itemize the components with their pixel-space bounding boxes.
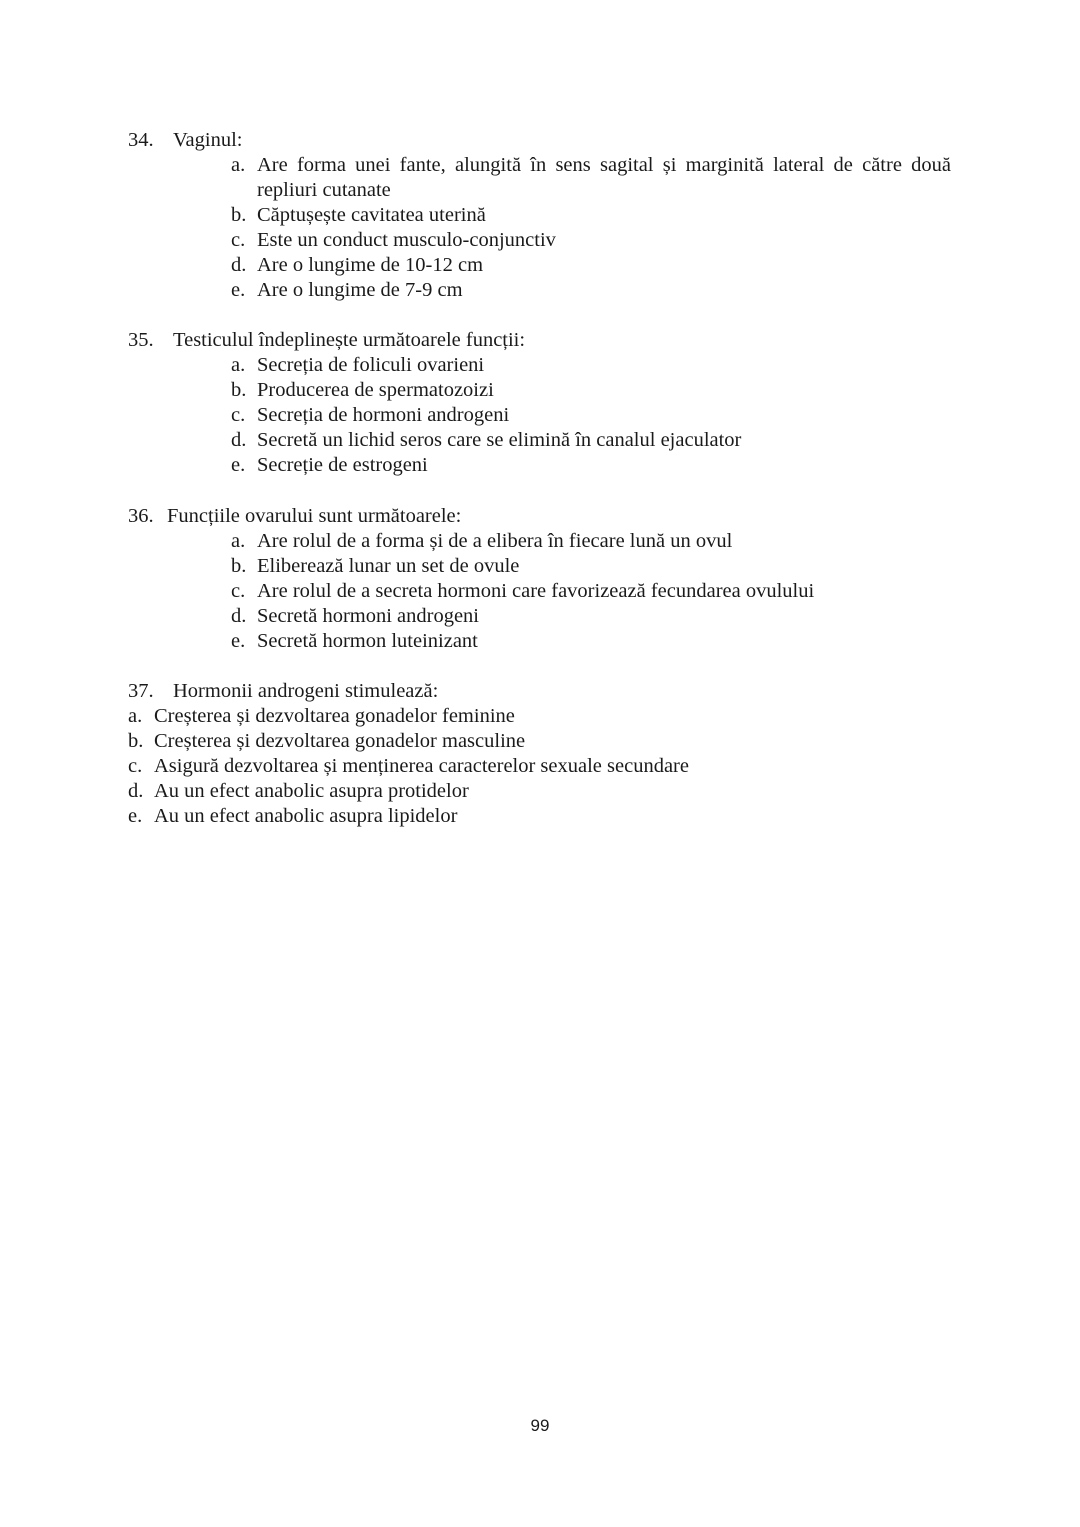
question-number: 36.	[128, 505, 154, 527]
option-text: Secreție de estrogeni	[257, 454, 428, 476]
option-letter: d.	[231, 605, 247, 627]
option-letter: c.	[128, 755, 143, 777]
page-number: 99	[530, 1416, 550, 1435]
option-text: Producerea de spermatozoizi	[257, 379, 494, 401]
option-text: Secretă hormon luteinizant	[257, 630, 478, 652]
option-text: Are o lungime de 7-9 cm	[257, 279, 463, 301]
question-number: 34.	[128, 129, 154, 151]
option-letter: b.	[231, 555, 247, 577]
option-letter: b.	[128, 730, 144, 752]
question-stem: Hormonii androgeni stimulează:	[173, 680, 439, 702]
option-letter: a.	[231, 354, 246, 376]
option-text: Asigură dezvoltarea și menținerea caracterelor sexuale secundare	[154, 755, 689, 777]
option-letter: a.	[231, 530, 246, 552]
question-number: 37.	[128, 680, 154, 702]
option-text: Căptușește cavitatea uterină	[257, 204, 486, 226]
question-stem: Testiculul îndeplinește următoarele funcții:	[173, 329, 526, 351]
option-letter: e.	[231, 454, 246, 476]
option-text: Secreția de hormoni androgeni	[257, 404, 510, 426]
option-text: Are rolul de a forma și de a elibera în fiecare lună un ovul	[257, 530, 733, 552]
option-letter: c.	[231, 580, 246, 602]
option-text: Are forma unei fante, alungită în sens sagital și marginită lateral de către două repliuri cutanate	[257, 154, 951, 201]
option-letter: a.	[231, 154, 246, 176]
option-letter: d.	[231, 254, 247, 276]
option-text: Eliberează lunar un set de ovule	[257, 555, 520, 577]
option-letter: b.	[231, 204, 247, 226]
option-letter: a.	[128, 705, 143, 727]
option-letter: e.	[128, 805, 143, 827]
option-letter: d.	[128, 780, 144, 802]
option-text: Este un conduct musculo-conjunctiv	[257, 229, 556, 251]
option-text: Au un efect anabolic asupra protidelor	[154, 780, 469, 802]
option-letter: d.	[231, 429, 247, 451]
option-letter: b.	[231, 379, 247, 401]
option-text: Are rolul de a secreta hormoni care favorizează fecundarea ovulului	[257, 580, 815, 602]
option-text: Are o lungime de 10-12 cm	[257, 254, 484, 276]
option-letter: c.	[231, 404, 246, 426]
question-stem: Funcțiile ovarului sunt următoarele:	[167, 505, 462, 527]
option-text: Creșterea și dezvoltarea gonadelor feminine	[154, 705, 515, 727]
question-stem: Vaginul:	[173, 129, 243, 151]
option-letter: c.	[231, 229, 246, 251]
option-text: Au un efect anabolic asupra lipidelor	[154, 805, 458, 827]
option-text: Creșterea și dezvoltarea gonadelor masculine	[154, 730, 526, 752]
option-text: Secretă un lichid seros care se elimină în canalul ejaculator	[257, 429, 742, 451]
option-letter: e.	[231, 279, 246, 301]
option-letter: e.	[231, 630, 246, 652]
option-text: Secreția de foliculi ovarieni	[257, 354, 485, 376]
option-text: Secretă hormoni androgeni	[257, 605, 480, 627]
question-number: 35.	[128, 329, 154, 351]
